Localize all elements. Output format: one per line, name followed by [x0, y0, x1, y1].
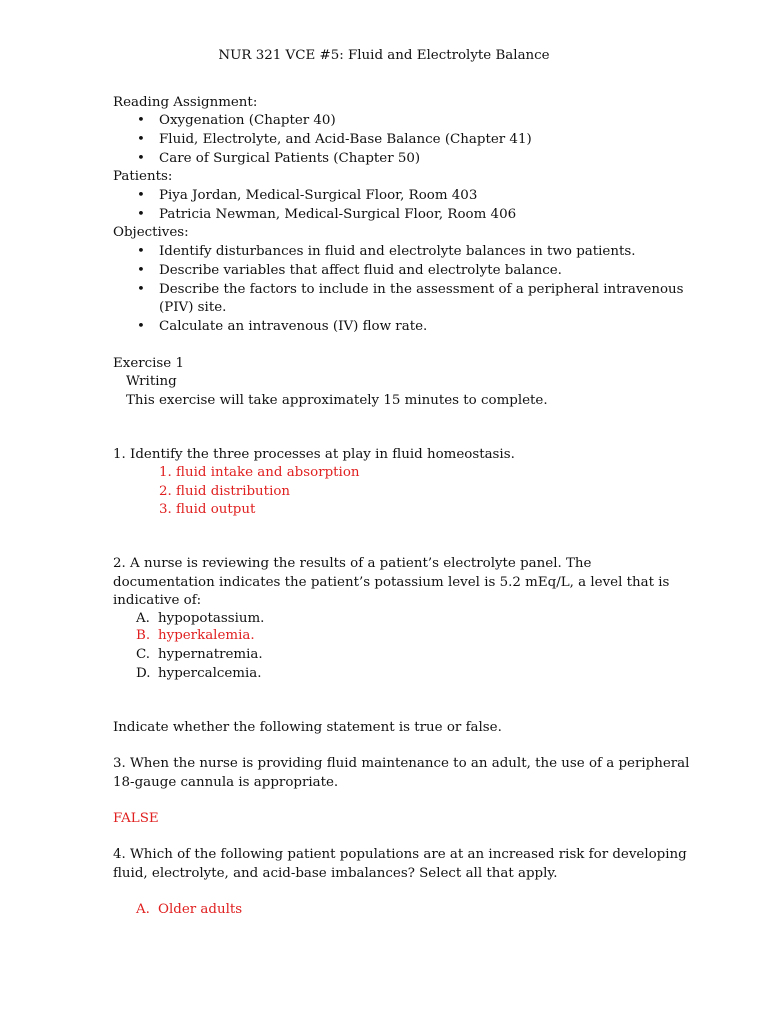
bullet-icon: • [137, 282, 145, 297]
true-false-instruction: Indicate whether the following statement is true or false. [113, 720, 502, 735]
answer-3: FALSE [113, 811, 159, 826]
bullet-icon: • [137, 188, 145, 203]
patients-heading: Patients: [113, 169, 173, 184]
question-4-line: fluid, electrolyte, and acid-base imbalances? Select all that apply. [113, 866, 558, 881]
question-4-line: 4. Which of the following patient populations are at an increased risk for developing [113, 847, 687, 862]
bullet-icon: • [137, 151, 145, 166]
objective-item-continuation: (PIV) site. [159, 300, 227, 315]
answer-1-item: 1. fluid intake and absorption [159, 465, 360, 480]
question-2-line: 2. A nurse is reviewing the results of a patient’s electrolyte panel. The [113, 556, 592, 571]
bullet-icon: • [137, 132, 145, 147]
exercise-type: Writing [126, 374, 177, 389]
reading-assignment-heading: Reading Assignment: [113, 95, 258, 110]
exercise-duration: This exercise will take approximately 15 minutes to complete. [126, 393, 548, 408]
objectives-heading: Objectives: [113, 225, 189, 240]
bullet-icon: • [137, 113, 145, 128]
bullet-icon: • [137, 207, 145, 222]
question-2-line: indicative of: [113, 593, 202, 608]
bullet-icon: • [137, 319, 145, 334]
answer-1-item: 2. fluid distribution [159, 484, 291, 499]
question-3-line: 18-gauge cannula is appropriate. [113, 775, 339, 790]
document-title: NUR 321 VCE #5: Fluid and Electrolyte Balance [218, 48, 550, 63]
answer-1-item: 3. fluid output [159, 502, 256, 517]
question-2-line: documentation indicates the patient’s potassium level is 5.2 mEq/L, a level that is [113, 575, 670, 590]
question-3-line: 3. When the nurse is providing fluid maintenance to an adult, the use of a peripheral [113, 756, 690, 771]
exercise-heading: Exercise 1 [113, 356, 185, 371]
bullet-icon: • [137, 263, 145, 278]
question-1: 1. Identify the three processes at play in fluid homeostasis. [113, 447, 515, 462]
bullet-icon: • [137, 244, 145, 259]
